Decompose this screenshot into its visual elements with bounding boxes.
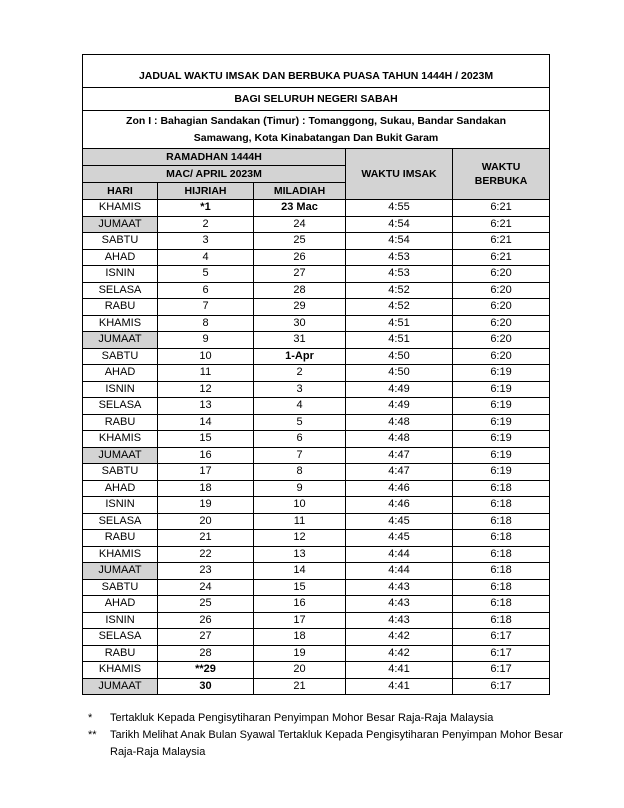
hijriah-cell: *1 <box>158 200 254 217</box>
imsak-cell: 4:45 <box>346 530 453 547</box>
table-row <box>83 315 550 332</box>
miladiah-cell: 29 <box>254 299 346 316</box>
imsak-cell: 4:43 <box>346 579 453 596</box>
table-row <box>83 497 550 514</box>
miladiah-cell: 18 <box>254 629 346 646</box>
hijriah-cell: 3 <box>158 233 254 250</box>
berbuka-cell: 6:17 <box>453 678 550 695</box>
miladiah-cell: 12 <box>254 530 346 547</box>
footnote-text: Tarikh Melihat Anak Bulan Syawal Tertakluk Kepada Pengisytiharan Penyimpan Mohor Besar Raja-Raja Malaysia <box>110 729 563 758</box>
miladiah-cell: 14 <box>254 563 346 580</box>
miladiah-cell: 2 <box>254 365 346 382</box>
day-cell: ISNIN <box>83 612 158 629</box>
berbuka-cell: 6:19 <box>453 464 550 481</box>
imsak-cell: 4:47 <box>346 464 453 481</box>
day-cell: KHAMIS <box>83 200 158 217</box>
berbuka-cell: 6:19 <box>453 431 550 448</box>
imsak-cell: 4:50 <box>346 365 453 382</box>
miladiah-cell: 3 <box>254 381 346 398</box>
footnote-text: Tertakluk Kepada Pengisytiharan Penyimpan Mohor Besar Raja-Raja Malaysia <box>110 712 494 724</box>
timetable <box>82 54 550 695</box>
table-row <box>83 546 550 563</box>
hijriah-cell: 14 <box>158 414 254 431</box>
hijriah-cell: 8 <box>158 315 254 332</box>
table-row <box>83 381 550 398</box>
day-cell: KHAMIS <box>83 662 158 679</box>
day-cell: SABTU <box>83 348 158 365</box>
table-row <box>83 579 550 596</box>
table-row <box>83 530 550 547</box>
berbuka-cell: 6:17 <box>453 629 550 646</box>
miladiah-cell: 24 <box>254 216 346 233</box>
miladiah-cell: 5 <box>254 414 346 431</box>
hijriah-cell: 19 <box>158 497 254 514</box>
footnote <box>88 727 568 761</box>
table-row <box>83 447 550 464</box>
imsak-cell: 4:45 <box>346 513 453 530</box>
hijriah-cell: 13 <box>158 398 254 415</box>
hijriah-header: HIJRIAH <box>158 183 254 200</box>
imsak-cell: 4:54 <box>346 216 453 233</box>
berbuka-cell: 6:19 <box>453 381 550 398</box>
day-cell: JUMAAT <box>83 563 158 580</box>
zone-description <box>83 111 550 149</box>
imsak-cell: 4:48 <box>346 431 453 448</box>
miladiah-cell: 26 <box>254 249 346 266</box>
imsak-cell: 4:53 <box>346 249 453 266</box>
miladiah-cell: 20 <box>254 662 346 679</box>
miladiah-cell: 15 <box>254 579 346 596</box>
imsak-cell: 4:42 <box>346 645 453 662</box>
table-row <box>83 414 550 431</box>
table-row <box>83 480 550 497</box>
berbuka-cell: 6:19 <box>453 365 550 382</box>
miladiah-header: MILADIAH <box>254 183 346 200</box>
table-row <box>83 678 550 695</box>
table-row <box>83 266 550 283</box>
hijriah-cell: 20 <box>158 513 254 530</box>
imsak-cell: 4:44 <box>346 546 453 563</box>
imsak-cell: 4:51 <box>346 332 453 349</box>
day-cell: SABTU <box>83 464 158 481</box>
miladiah-cell: 8 <box>254 464 346 481</box>
day-cell: SABTU <box>83 579 158 596</box>
hijriah-cell: 15 <box>158 431 254 448</box>
imsak-cell: 4:41 <box>346 662 453 679</box>
day-cell: JUMAAT <box>83 216 158 233</box>
table-row <box>83 200 550 217</box>
hijriah-cell: 7 <box>158 299 254 316</box>
miladiah-cell: 1-Apr <box>254 348 346 365</box>
berbuka-cell: 6:20 <box>453 332 550 349</box>
hijriah-cell: 11 <box>158 365 254 382</box>
day-cell: SABTU <box>83 233 158 250</box>
day-cell: KHAMIS <box>83 431 158 448</box>
day-cell: SELASA <box>83 629 158 646</box>
imsak-cell: 4:51 <box>346 315 453 332</box>
berbuka-cell: 6:21 <box>453 233 550 250</box>
table-row <box>83 398 550 415</box>
imsak-cell: 4:50 <box>346 348 453 365</box>
hijriah-cell: 30 <box>158 678 254 695</box>
miladiah-cell: 17 <box>254 612 346 629</box>
hijriah-cell: 5 <box>158 266 254 283</box>
berbuka-cell: 6:18 <box>453 480 550 497</box>
imsak-cell: 4:44 <box>346 563 453 580</box>
berbuka-cell: 6:20 <box>453 348 550 365</box>
imsak-cell: 4:53 <box>346 266 453 283</box>
footnote-mark: * <box>88 712 93 724</box>
table-row <box>83 464 550 481</box>
berbuka-header-line-1: WAKTU <box>481 161 521 173</box>
hijriah-cell: 9 <box>158 332 254 349</box>
day-cell: SELASA <box>83 513 158 530</box>
berbuka-cell: 6:17 <box>453 662 550 679</box>
miladiah-cell: 6 <box>254 431 346 448</box>
miladiah-cell: 23 Mac <box>254 200 346 217</box>
berbuka-cell: 6:18 <box>453 596 550 613</box>
miladiah-cell: 30 <box>254 315 346 332</box>
berbuka-cell: 6:20 <box>453 299 550 316</box>
imsak-cell: 4:48 <box>346 414 453 431</box>
hijriah-cell: 22 <box>158 546 254 563</box>
day-cell: RABU <box>83 414 158 431</box>
berbuka-cell: 6:21 <box>453 249 550 266</box>
berbuka-cell: 6:18 <box>453 497 550 514</box>
table-body <box>83 200 550 695</box>
hijriah-cell: 24 <box>158 579 254 596</box>
table-row <box>83 365 550 382</box>
hijriah-cell: 10 <box>158 348 254 365</box>
miladiah-cell: 19 <box>254 645 346 662</box>
table-row <box>83 233 550 250</box>
miladiah-cell: 28 <box>254 282 346 299</box>
hijriah-cell: 26 <box>158 612 254 629</box>
footnotes <box>88 710 568 761</box>
berbuka-cell: 6:18 <box>453 579 550 596</box>
table-row <box>83 282 550 299</box>
day-cell: AHAD <box>83 249 158 266</box>
miladiah-cell: 21 <box>254 678 346 695</box>
table-row <box>83 431 550 448</box>
hijriah-cell: 16 <box>158 447 254 464</box>
imsak-cell: 4:46 <box>346 497 453 514</box>
table-row <box>83 348 550 365</box>
day-cell: ISNIN <box>83 266 158 283</box>
zone-line-1: Zon I : Bahagian Sandakan (Timur) : Tomanggong, Sukau, Bandar Sandakan <box>126 114 507 127</box>
day-cell: SELASA <box>83 282 158 299</box>
berbuka-cell: 6:20 <box>453 282 550 299</box>
miladiah-cell: 13 <box>254 546 346 563</box>
imsak-cell: 4:52 <box>346 299 453 316</box>
table-row <box>83 645 550 662</box>
table-row <box>83 596 550 613</box>
footnote-mark: ** <box>88 729 97 741</box>
hijriah-cell: 4 <box>158 249 254 266</box>
hijriah-cell: 27 <box>158 629 254 646</box>
hijriah-cell: 12 <box>158 381 254 398</box>
footnote <box>88 710 568 727</box>
day-cell: SELASA <box>83 398 158 415</box>
imsak-cell: 4:46 <box>346 480 453 497</box>
ramadhan-header: RAMADHAN 1444H <box>83 149 346 166</box>
table-row <box>83 216 550 233</box>
miladiah-cell: 25 <box>254 233 346 250</box>
day-cell: JUMAAT <box>83 447 158 464</box>
miladiah-cell: 31 <box>254 332 346 349</box>
day-cell: RABU <box>83 299 158 316</box>
hijriah-cell: 17 <box>158 464 254 481</box>
imsak-cell: 4:41 <box>346 678 453 695</box>
table-row <box>83 563 550 580</box>
hijriah-cell: 18 <box>158 480 254 497</box>
day-cell: ISNIN <box>83 381 158 398</box>
day-cell: AHAD <box>83 365 158 382</box>
table-row <box>83 299 550 316</box>
imsak-cell: 4:43 <box>346 612 453 629</box>
day-cell: JUMAAT <box>83 332 158 349</box>
miladiah-cell: 11 <box>254 513 346 530</box>
table-title: JADUAL WAKTU IMSAK DAN BERBUKA PUASA TAHUN 1444H / 2023M <box>83 55 550 88</box>
table-row <box>83 612 550 629</box>
hijriah-cell: 23 <box>158 563 254 580</box>
miladiah-cell: 27 <box>254 266 346 283</box>
berbuka-cell: 6:19 <box>453 447 550 464</box>
berbuka-cell: 6:18 <box>453 530 550 547</box>
imsak-cell: 4:42 <box>346 629 453 646</box>
miladiah-cell: 9 <box>254 480 346 497</box>
hijriah-cell: 2 <box>158 216 254 233</box>
berbuka-header <box>453 149 550 200</box>
berbuka-cell: 6:20 <box>453 266 550 283</box>
hari-header: HARI <box>83 183 158 200</box>
berbuka-cell: 6:18 <box>453 563 550 580</box>
day-cell: KHAMIS <box>83 315 158 332</box>
day-cell: AHAD <box>83 480 158 497</box>
table-row <box>83 513 550 530</box>
table-row <box>83 662 550 679</box>
imsak-cell: 4:49 <box>346 398 453 415</box>
berbuka-cell: 6:19 <box>453 398 550 415</box>
imsak-cell: 4:47 <box>346 447 453 464</box>
zone-line-2: Samawang, Kota Kinabatangan Dan Bukit Garam <box>193 131 439 144</box>
berbuka-cell: 6:21 <box>453 216 550 233</box>
imsak-cell: 4:55 <box>346 200 453 217</box>
imsak-cell: 4:49 <box>346 381 453 398</box>
hijriah-cell: **29 <box>158 662 254 679</box>
day-cell: RABU <box>83 645 158 662</box>
miladiah-cell: 7 <box>254 447 346 464</box>
imsak-cell: 4:52 <box>346 282 453 299</box>
day-cell: KHAMIS <box>83 546 158 563</box>
berbuka-cell: 6:19 <box>453 414 550 431</box>
day-cell: RABU <box>83 530 158 547</box>
hijriah-cell: 25 <box>158 596 254 613</box>
table-subtitle: BAGI SELURUH NEGERI SABAH <box>83 88 550 111</box>
day-cell: AHAD <box>83 596 158 613</box>
day-cell: JUMAAT <box>83 678 158 695</box>
berbuka-cell: 6:20 <box>453 315 550 332</box>
hijriah-cell: 21 <box>158 530 254 547</box>
berbuka-cell: 6:18 <box>453 546 550 563</box>
berbuka-cell: 6:21 <box>453 200 550 217</box>
berbuka-cell: 6:17 <box>453 645 550 662</box>
miladiah-cell: 16 <box>254 596 346 613</box>
miladiah-cell: 4 <box>254 398 346 415</box>
miladiah-cell: 10 <box>254 497 346 514</box>
month-header: MAC/ APRIL 2023M <box>83 166 346 183</box>
day-cell: ISNIN <box>83 497 158 514</box>
table-row <box>83 332 550 349</box>
berbuka-cell: 6:18 <box>453 513 550 530</box>
table-row <box>83 249 550 266</box>
table-row <box>83 629 550 646</box>
berbuka-header-line-2: BERBUKA <box>474 175 528 187</box>
imsak-cell: 4:54 <box>346 233 453 250</box>
imsak-header: WAKTU IMSAK <box>346 149 453 200</box>
hijriah-cell: 6 <box>158 282 254 299</box>
hijriah-cell: 28 <box>158 645 254 662</box>
berbuka-cell: 6:18 <box>453 612 550 629</box>
imsak-cell: 4:43 <box>346 596 453 613</box>
